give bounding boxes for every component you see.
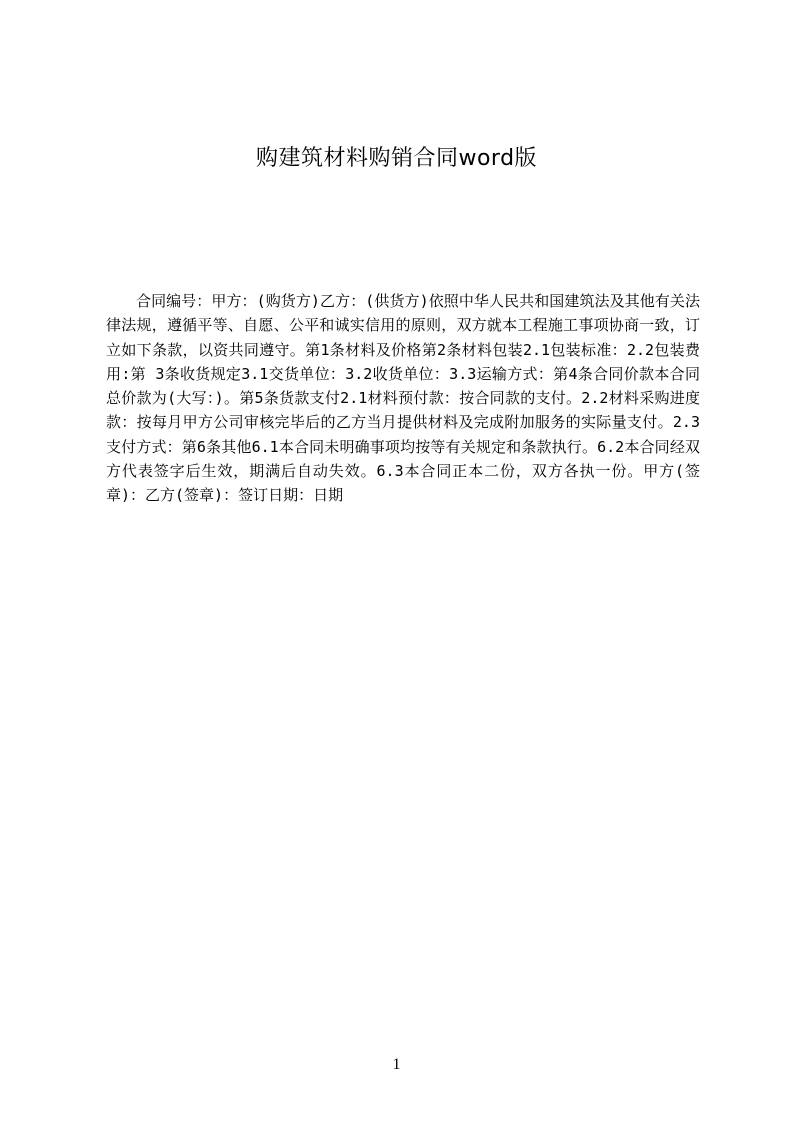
document-title: 购建筑材料购销合同word版 <box>255 146 538 171</box>
contract-body-paragraph: 合同编号：甲方：(购货方)乙方：(供货方)依照中华人民共和国建筑法及其他有关法律法规，遵循平等、自愿、公平和诚实信用的原则，双方就本工程施工事项协商一致，订立如下条款，以资共同遵守。第1条材料及价格第2条材料包装2.1包装标准：2.2包装费用:第 3条收货规定3.1交货单位：3.2收货单位：3.3运输方式：第4条合同价款本合同总价款为(大写：)。第5条货款支付2.1材料预付款：按合同款的支付。2.2材料采购进度款：按每月甲方公司审核完毕后的乙方当月提供材料及完成附加服务的实际量支付。2.3支付方式：第6条其他6.1本合同未明确事项均按等有关规定和条款执行。6.2本合同经双方代表签字后生效，期满后自动失效。6.3本合同正本二份，双方各执一份。甲方(签章)：乙方(签章)：签订日期：日期 <box>106 292 700 505</box>
page-number: 1 <box>392 1056 401 1073</box>
